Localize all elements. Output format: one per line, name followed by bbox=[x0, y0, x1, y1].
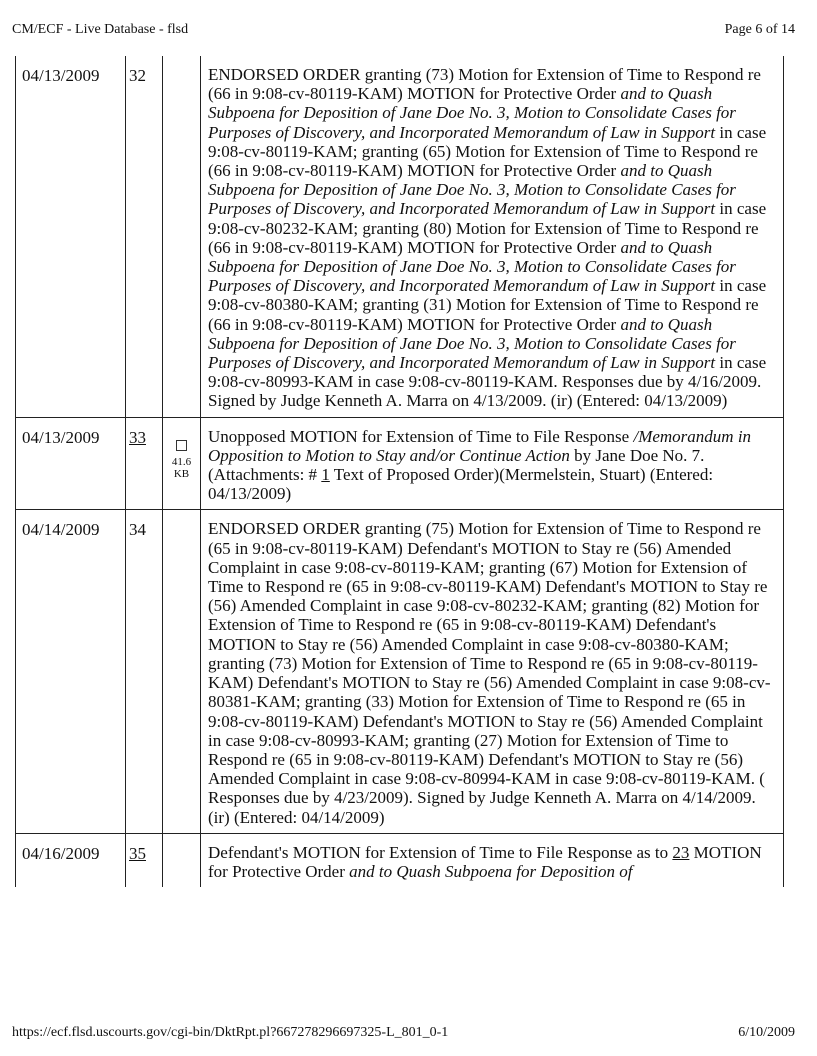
entry-text-segment: MOTION for Protective Order bbox=[208, 842, 762, 881]
entry-document bbox=[163, 833, 201, 887]
entry-document bbox=[163, 417, 201, 510]
entry-text bbox=[201, 56, 784, 417]
table-row bbox=[16, 833, 784, 887]
page-header bbox=[12, 22, 795, 38]
entry-document bbox=[163, 56, 201, 417]
italic-text: and to Quash Subpoena for Deposition of Jane Doe No. 3, Motion to Consolidate Cases for Purposes of Discovery, and Incorporated Memorandum of Law in Support bbox=[208, 161, 736, 219]
entry-date: 04/16/2009 bbox=[16, 833, 126, 887]
page-footer bbox=[12, 1025, 795, 1041]
entry-text bbox=[201, 510, 784, 833]
entry-number-link[interactable]: 33 bbox=[129, 427, 146, 447]
entry-document bbox=[163, 510, 201, 833]
entry-text-segment: in case 9:08-cv-80380-KAM; granting (31) Motion for Extension of Time to Respond re (66 in 9:08-cv-80119-KAM) MOTION for Protective Order bbox=[208, 276, 767, 334]
entry-date: 04/14/2009 bbox=[16, 510, 126, 833]
entry-text bbox=[201, 833, 784, 887]
page-url: https://ecf.flsd.uscourts.gov/cgi-bin/DktRpt.pl?667278296697325-L_801_0-1 bbox=[12, 1025, 449, 1040]
document-icon[interactable] bbox=[176, 440, 187, 451]
document-link[interactable]: 1 bbox=[321, 465, 330, 485]
table-row bbox=[16, 510, 784, 833]
entry-date: 04/13/2009 bbox=[16, 56, 126, 417]
entry-text-segment: Unopposed MOTION for Extension of Time to File Response bbox=[208, 426, 634, 446]
italic-text: and to Quash Subpoena for Deposition of Jane Doe No. 3, Motion to Consolidate Cases for Purposes of Discovery, and Incorporated Memorandum of Law in Support bbox=[208, 314, 736, 373]
entry-text-segment: in case 9:08-cv-80993-KAM in case 9:08-cv-80119-KAM. Responses due by 4/16/2009. Signed by Judge Kenneth A. Marra on 4/13/2009. (ir) (Entered: 04/13/2009) bbox=[208, 353, 767, 411]
docket-table bbox=[15, 56, 784, 887]
entry-text-segment: in case 9:08-cv-80232-KAM; granting (80) Motion for Extension of Time to Respond re (66 in 9:08-cv-80119-KAM) MOTION for Protective Order bbox=[208, 199, 767, 257]
page-number: Page 6 of 14 bbox=[724, 22, 795, 37]
italic-text: and to Quash Subpoena for Deposition of Jane Doe No. 3, Motion to Consolidate Cases for Purposes of Discovery, and Incorporated Memorandum of Law in Support bbox=[208, 84, 736, 142]
table-row bbox=[16, 56, 784, 417]
entry-text-segment: ENDORSED ORDER granting (75) Motion for Extension of Time to Respond re (65 in 9:08-cv-80119-KAM) Defendant's MOTION to Stay re (56) Amended Complaint in case 9:08-cv-80119-KAM; granting (67) Motion for Extension of Time to Respond re (65 in 9:08-cv-80119-KAM) Defendant's MOTION to Stay re (56) Amended Complaint in case 9:08-cv-80232-KAM; granting (82) Motion for Extension of Time to Respond re (65 in 9:08-cv-80119-KAM) Defendant's MOTION to Stay re (56) Amended Complaint in case 9:08-cv-80380-KAM; granting (73) Motion for Extension of Time to Respond re (65 in 9:08-cv-80119-KAM) Defendant's MOTION to Stay re (56) Amended Complaint in case 9:08-cv-80381-KAM; granting (33) Motion for Extension of Time to Respond re (65 in 9:08-cv-80119-KAM) Defendant's MOTION to Stay re (56) Amended Complaint in case 9:08-cv-80993-KAM; granting (27) Motion for Extension of Time to Respond re (65 in 9:08-cv-80119-KAM) Defendant's MOTION to Stay re (56) Amended Complaint in case 9:08-cv-80994-KAM in case 9:08-cv-80119-KAM. ( Responses due by 4/23/2009). Signed by Judge Kenneth A. Marra on 4/14/2009. (ir) (Entered: 04/14/2009) bbox=[208, 519, 771, 827]
print-date: 6/10/2009 bbox=[738, 1025, 795, 1040]
table-row bbox=[16, 417, 784, 510]
entry-text bbox=[201, 417, 784, 510]
entry-number: 32 bbox=[126, 56, 163, 417]
italic-text: /Memorandum in Opposition to Motion to Stay and/or Continue Action bbox=[208, 426, 752, 465]
entry-number: 34 bbox=[126, 510, 163, 833]
italic-text: and to Quash Subpoena for Deposition of Jane Doe No. 3, Motion to Consolidate Cases for Purposes of Discovery, and Incorporated Memorandum of Law in Support bbox=[208, 237, 736, 296]
document-link[interactable]: 23 bbox=[672, 842, 690, 862]
entry-text-segment: ENDORSED ORDER granting (73) Motion for Extension of Time to Respond re (66 in 9:08-cv-80119-KAM) MOTION for Protective Order bbox=[208, 65, 761, 104]
entry-date: 04/13/2009 bbox=[16, 417, 126, 510]
entry-text-segment: Text of Proposed Order)(Mermelstein, Stuart) (Entered: 04/13/2009) bbox=[208, 465, 714, 504]
header-title: CM/ECF - Live Database - flsd bbox=[12, 22, 189, 37]
entry-text-segment: by Jane Doe No. 7. (Attachments: # bbox=[208, 445, 705, 485]
entry-number-link[interactable]: 35 bbox=[129, 843, 146, 863]
entry-text-segment: Defendant's MOTION for Extension of Time to File Response as to bbox=[208, 842, 673, 862]
italic-text: and to Quash Subpoena for Deposition of bbox=[349, 861, 633, 881]
document-size: 41.6 KB bbox=[171, 455, 192, 480]
entry-text-segment: in case 9:08-cv-80119-KAM; granting (65) Motion for Extension of Time to Respond re (66 in 9:08-cv-80119-KAM) MOTION for Protective Order bbox=[208, 122, 767, 181]
